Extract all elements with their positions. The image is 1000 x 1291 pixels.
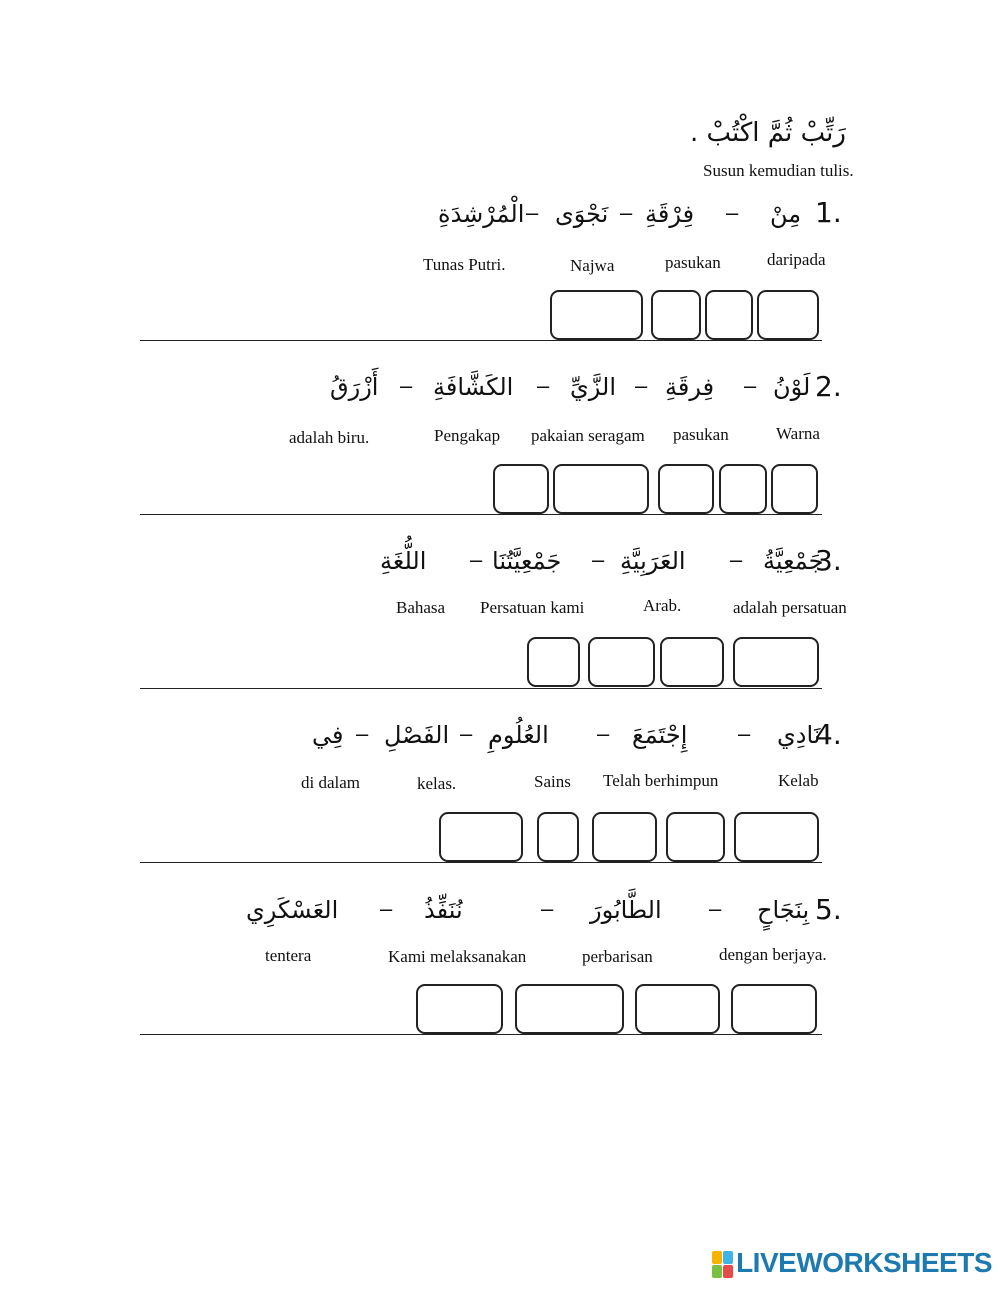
answer-box[interactable] [719,464,767,514]
brand-name: LIVEWORKSHEETS [736,1247,992,1278]
malay-word: Tunas Putri. [423,255,506,274]
malay-word: pasukan [673,425,729,444]
answer-box[interactable] [550,290,643,340]
answer-box[interactable] [771,464,818,514]
arabic-word: لَوْنُ [773,373,811,401]
separator: – [356,721,369,746]
malay-word: pakaian seragam [531,426,645,445]
answer-box[interactable] [705,290,753,340]
malay-word: Persatuan kami [480,598,585,617]
arabic-word: مِنْ [770,200,802,228]
answer-box[interactable] [527,637,580,687]
answer-box[interactable] [416,984,503,1034]
separator: – [526,200,539,225]
answer-line [140,514,822,515]
brand-footer [712,1247,992,1279]
liveworksheets-logo-icon [712,1251,734,1279]
answer-box[interactable] [658,464,714,514]
separator: – [460,721,473,746]
answer-box[interactable] [515,984,624,1034]
separator: – [470,547,483,572]
malay-word: Arab. [643,596,682,615]
arabic-word: العُلُومِ [488,721,549,749]
answer-box[interactable] [757,290,819,340]
arabic-word: فِي [312,721,344,749]
separator: – [709,896,722,921]
answer-line [140,1034,822,1035]
malay-word: kelas. [417,774,457,793]
malay-word: Sains [534,772,571,791]
separator: – [597,721,610,746]
question-number: 1. [815,196,842,229]
answer-box[interactable] [537,812,579,862]
separator: – [380,896,393,921]
answer-box[interactable] [592,812,657,862]
arabic-word: اللُّغَةِ [380,547,427,575]
answer-box[interactable] [493,464,549,514]
answer-box[interactable] [731,984,817,1034]
arabic-word: فِرقَةِ [665,373,715,401]
question-number: 4. [815,718,842,751]
arabic-word: الزَّيِّ [570,373,617,401]
arabic-word: أَزْرَقُ [330,373,379,401]
arabic-word: نُنَفِّذُ [424,896,463,924]
answer-line [140,688,822,689]
arabic-word: الفَصْلِ [384,721,450,749]
separator: – [400,373,413,398]
arabic-word: نَادِي [777,721,821,749]
malay-word: dengan berjaya. [719,945,827,964]
arabic-word: جَمْعِيَّةُ [763,547,824,575]
separator: – [744,373,757,398]
arabic-word: العَرَبِيَّةِ [620,547,686,575]
arabic-word: الطَّابُورَ [590,896,662,924]
separator: – [738,721,751,746]
malay-word: Kelab [778,771,819,790]
instruction-arabic: رَتِّبْ ثُمَّ اكْتُبْ . [690,118,846,148]
malay-word: pasukan [665,253,721,272]
malay-word: Warna [776,424,820,443]
answer-box[interactable] [734,812,819,862]
answer-box[interactable] [635,984,720,1034]
arabic-word: جَمْعِيَّتُنَا [492,547,562,575]
answer-box[interactable] [666,812,725,862]
answer-box[interactable] [651,290,701,340]
answer-box[interactable] [588,637,655,687]
answer-line [140,340,822,341]
question-number: 3. [815,544,842,577]
arabic-word: الْمُرْشِدَةِ [438,200,525,228]
answer-line [140,862,822,863]
malay-word: adalah biru. [289,428,370,447]
answer-box[interactable] [439,812,523,862]
separator: – [620,200,633,225]
malay-word: Kami melaksanakan [388,947,527,966]
instruction-malay: Susun kemudian tulis. [703,161,854,180]
question-number: 2. [815,370,842,403]
arabic-word: العَسْكَرِي [246,896,339,924]
separator: – [730,547,743,572]
question-number: 5. [815,893,842,926]
malay-word: tentera [265,946,312,965]
malay-word: daripada [767,250,826,269]
separator: – [592,547,605,572]
answer-box[interactable] [660,637,724,687]
malay-word: Bahasa [396,598,446,617]
answer-box[interactable] [733,637,819,687]
malay-word: perbarisan [582,947,653,966]
separator: – [541,896,554,921]
arabic-word: بِنَجَاحٍ [757,896,810,924]
malay-word: Telah berhimpun [603,771,719,790]
malay-word: Pengakap [434,426,501,445]
malay-word: Najwa [570,256,615,275]
arabic-word: إِجْتَمَعَ [632,721,688,749]
arabic-word: نَجْوَى [555,200,609,228]
separator: – [726,200,739,225]
separator: – [635,373,648,398]
arabic-word: فِرْقَةِ [645,200,695,228]
arabic-word: الكَشَّافَةِ [433,373,514,401]
answer-box[interactable] [553,464,649,514]
malay-word: adalah persatuan [733,598,847,617]
separator: – [537,373,550,398]
malay-word: di dalam [301,773,361,792]
